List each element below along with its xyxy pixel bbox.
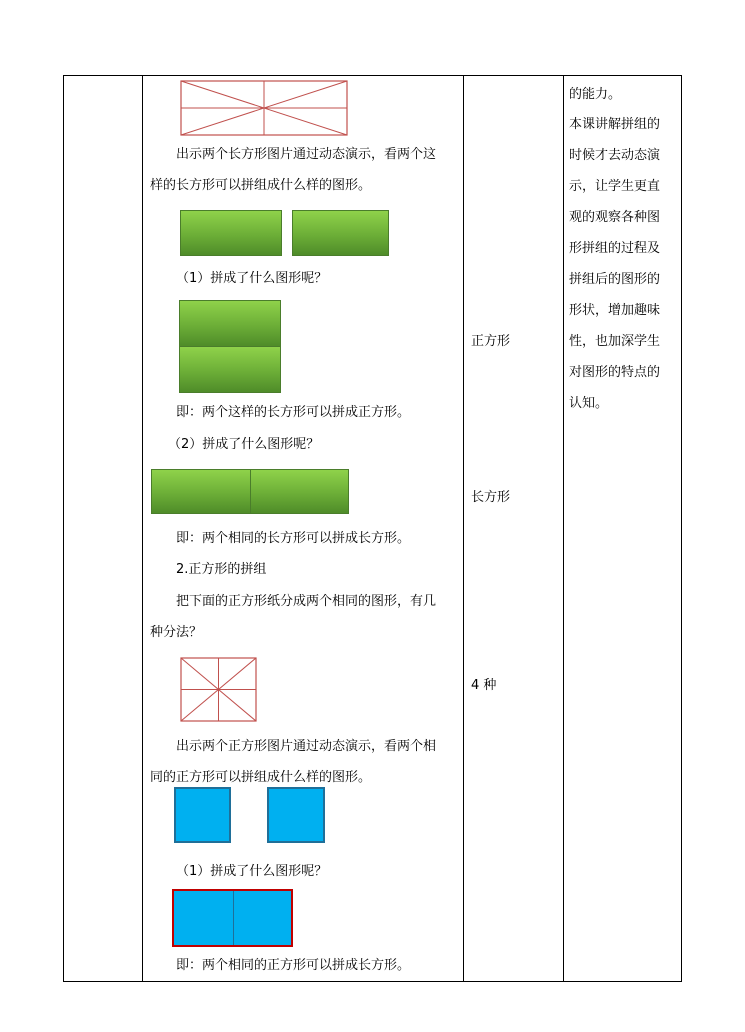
note-line: 性，也加深学生 bbox=[569, 334, 661, 349]
note-line: 形状，增加趣味 bbox=[569, 303, 661, 318]
joined-squares-divider bbox=[233, 891, 234, 945]
square-section-heading: 2.正方形的拼组 bbox=[176, 562, 267, 577]
green-rectangle-right bbox=[292, 210, 389, 256]
joined-rectangle-right bbox=[250, 469, 349, 514]
square-question-1-answer: 即：两个相同的正方形可以拼成长方形。 bbox=[176, 958, 411, 973]
note-line: 的能力。 bbox=[569, 87, 622, 102]
stacked-rectangle-top bbox=[179, 300, 281, 347]
rectangle-division-diagram bbox=[180, 80, 348, 136]
stacked-rectangle-bottom bbox=[179, 346, 281, 393]
blue-square-right bbox=[267, 787, 325, 843]
answer-four-ways: 4 种 bbox=[471, 678, 497, 693]
note-line: 拼组后的图形的 bbox=[569, 272, 661, 287]
joined-rectangle-left bbox=[151, 469, 251, 514]
square-demo-text-line1: 出示两个正方形图片通过动态演示，看两个相 bbox=[176, 739, 437, 754]
note-line: 认知。 bbox=[569, 396, 609, 411]
square-division-diagram bbox=[180, 657, 257, 722]
rect-question-2-answer: 即：两个相同的长方形可以拼成长方形。 bbox=[176, 531, 411, 546]
column-divider-1 bbox=[142, 75, 143, 982]
note-line: 本课讲解拼组的 bbox=[569, 117, 661, 132]
blue-square-left bbox=[174, 787, 231, 843]
table-right-border bbox=[681, 75, 682, 982]
green-rectangle-left bbox=[180, 210, 282, 256]
answer-square: 正方形 bbox=[471, 334, 511, 349]
square-question-1: （1）拼成了什么图形呢？ bbox=[176, 864, 328, 879]
column-divider-2 bbox=[463, 75, 464, 982]
note-line: 对图形的特点的 bbox=[569, 365, 661, 380]
note-line: 时候才去动态演 bbox=[569, 148, 661, 163]
table-left-border bbox=[63, 75, 64, 982]
rect-question-1-answer: 即：两个这样的长方形可以拼成正方形。 bbox=[176, 405, 411, 420]
rect-demo-text-line1: 出示两个长方形图片通过动态演示，看两个这 bbox=[176, 147, 437, 162]
answer-rectangle: 长方形 bbox=[471, 490, 511, 505]
square-task-line1: 把下面的正方形纸分成两个相同的图形，有几 bbox=[176, 594, 437, 609]
square-demo-text-line2: 同的正方形可以拼组成什么样的图形。 bbox=[150, 770, 372, 785]
rect-question-2: （2）拼成了什么图形呢？ bbox=[168, 437, 320, 452]
rect-demo-text-line2: 样的长方形可以拼组成什么样的图形。 bbox=[150, 178, 372, 193]
rect-question-1: （1）拼成了什么图形呢？ bbox=[176, 271, 328, 286]
note-line: 示，让学生更直 bbox=[569, 179, 661, 194]
table-top-border bbox=[63, 75, 682, 76]
table-bottom-border bbox=[63, 981, 682, 982]
note-line: 观的观察各种图 bbox=[569, 210, 661, 225]
note-line: 形拼组的过程及 bbox=[569, 241, 661, 256]
square-task-line2: 种分法？ bbox=[150, 625, 203, 640]
column-divider-3 bbox=[563, 75, 564, 982]
